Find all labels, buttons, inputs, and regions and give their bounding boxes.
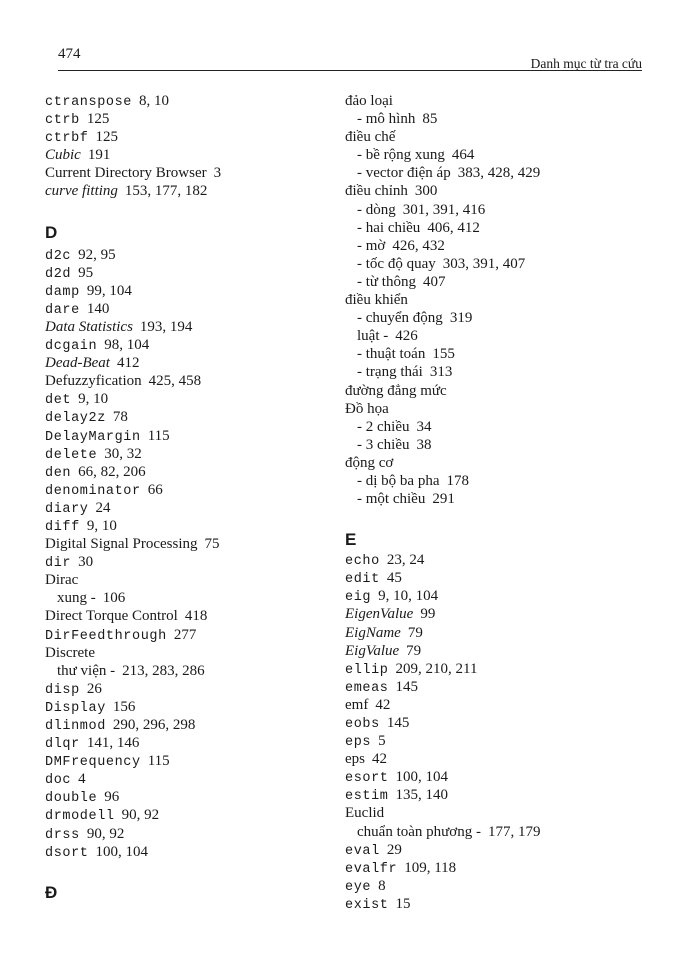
index-entry <box>45 770 315 788</box>
index-entry <box>45 390 315 408</box>
index-pages: 66 <box>147 481 163 498</box>
index-term: ctrb <box>45 113 80 129</box>
index-entry <box>45 463 315 481</box>
index-pages: 313 <box>429 364 453 381</box>
section-letter-d: D <box>45 222 58 242</box>
index-pages: 92, 95 <box>78 246 116 263</box>
index-term: eps <box>345 735 372 751</box>
index-entry <box>345 164 645 182</box>
index-term: drss <box>45 827 80 843</box>
index-term: Data Statistics <box>45 318 133 335</box>
index-term: xung - <box>57 590 96 607</box>
index-entry <box>345 418 645 436</box>
index-term: - bề rộng xung <box>357 147 445 164</box>
index-pages: 418 <box>184 608 208 625</box>
index-entry <box>45 182 315 200</box>
index-term: eps <box>345 751 365 768</box>
index-entry <box>45 607 315 625</box>
index-entry <box>345 732 645 750</box>
index-term: det <box>45 393 72 409</box>
index-pages: 155 <box>432 346 455 363</box>
index-pages: 464 <box>451 147 475 164</box>
index-term: ellip <box>345 662 389 678</box>
index-term: dsort <box>45 845 89 861</box>
index-entry <box>345 327 645 345</box>
index-entry <box>45 734 315 752</box>
index-pages: 191 <box>87 147 111 164</box>
index-pages: 23, 24 <box>386 552 425 569</box>
index-term: đường đẳng mức <box>345 382 447 399</box>
index-pages: 85 <box>422 111 438 128</box>
index-pages: 291 <box>432 491 455 508</box>
index-term: edit <box>345 572 380 588</box>
index-term: - trạng thái <box>357 364 423 381</box>
index-pages: 95 <box>78 264 94 281</box>
index-term: damp <box>45 284 80 300</box>
index-group-d <box>45 246 315 861</box>
index-term: eig <box>345 590 372 606</box>
index-entry <box>45 626 315 644</box>
index-term: - từ thông <box>357 273 416 290</box>
index-entry <box>45 427 315 445</box>
index-pages: 96 <box>104 789 120 806</box>
index-column-right <box>345 92 645 913</box>
index-pages: 141, 146 <box>86 735 140 752</box>
index-term: d2d <box>45 266 72 282</box>
index-entry <box>45 336 315 354</box>
index-entry <box>45 553 315 571</box>
index-pages: 301, 391, 416 <box>402 201 486 218</box>
index-entry <box>45 517 315 535</box>
index-entry <box>345 823 645 841</box>
index-term: dlqr <box>45 737 80 753</box>
index-pages: 303, 391, 407 <box>442 255 526 272</box>
index-entry <box>345 309 645 327</box>
index-pages: 9, 10, 104 <box>378 588 439 605</box>
index-entry <box>345 786 645 804</box>
index-entry <box>45 716 315 734</box>
index-entry <box>45 499 315 517</box>
index-entry <box>45 372 315 390</box>
index-pages: 99 <box>420 606 436 623</box>
index-pages: 125 <box>86 111 110 128</box>
index-term: estim <box>345 789 389 805</box>
index-pages: 140 <box>86 300 110 317</box>
index-group-c <box>45 92 315 201</box>
index-entry <box>345 714 645 732</box>
index-pages: 9, 10 <box>86 517 117 534</box>
index-entry <box>345 128 645 146</box>
index-group-e <box>345 551 645 913</box>
index-pages: 99, 104 <box>86 282 132 299</box>
index-term: ctranspose <box>45 95 133 110</box>
index-pages: 412 <box>116 355 140 372</box>
index-term: eobs <box>345 717 380 732</box>
index-pages: 300 <box>414 183 438 200</box>
index-entry <box>345 472 645 490</box>
index-pages: 407 <box>422 273 446 290</box>
index-entry <box>345 624 645 642</box>
index-entry <box>45 806 315 824</box>
index-entry <box>345 605 645 623</box>
index-entry <box>45 110 315 128</box>
index-pages: 115 <box>147 427 170 444</box>
index-entry <box>45 680 315 698</box>
index-entry <box>345 587 645 605</box>
index-entry <box>345 750 645 768</box>
index-pages: 5 <box>378 733 386 750</box>
index-entry <box>345 219 645 237</box>
index-pages: 3 <box>213 165 222 182</box>
index-pages: 125 <box>95 129 119 146</box>
index-term: - hai chiều <box>357 219 421 236</box>
index-entry <box>345 768 645 786</box>
index-term: diff <box>45 519 80 535</box>
index-pages: 178 <box>446 472 469 489</box>
index-entry <box>345 660 645 678</box>
index-pages: 145 <box>386 715 410 731</box>
index-column-left <box>45 92 315 902</box>
index-term: emeas <box>345 680 389 696</box>
index-term: exist <box>345 897 389 913</box>
index-pages: 30 <box>78 554 94 571</box>
index-entry <box>345 859 645 877</box>
index-term: Euclid <box>345 805 385 822</box>
index-term: DelayMargin <box>45 429 141 445</box>
index-pages: 100, 104 <box>95 843 149 860</box>
index-term: disp <box>45 682 80 698</box>
index-term: Discrete <box>45 644 95 661</box>
index-entry <box>45 92 315 110</box>
index-term: EigValue <box>345 642 400 659</box>
index-pages: 106 <box>102 590 126 607</box>
index-term: esort <box>345 771 389 787</box>
index-pages: 153, 177, 182 <box>124 183 208 200</box>
index-entry <box>345 696 645 714</box>
index-entry <box>45 445 315 463</box>
index-entry <box>45 408 315 426</box>
index-entry <box>345 841 645 859</box>
index-entry <box>45 300 315 318</box>
index-entry <box>45 128 315 146</box>
index-entry <box>345 345 645 363</box>
index-entry <box>345 551 645 569</box>
index-entry <box>345 255 645 273</box>
index-term: dir <box>45 556 72 572</box>
index-term: Dead-Beat <box>45 355 110 372</box>
index-entry <box>345 490 645 508</box>
index-term: diary <box>45 501 89 517</box>
index-entry <box>345 201 645 219</box>
index-term: - mô hình <box>357 111 416 128</box>
index-term: drmodell <box>45 809 115 825</box>
index-entry <box>45 282 315 300</box>
index-entry <box>45 662 315 680</box>
page-number: 474 <box>58 46 81 62</box>
index-pages: 90, 92 <box>86 825 125 842</box>
index-term: luật - <box>357 328 389 345</box>
index-pages: 98, 104 <box>104 337 150 354</box>
index-term: dlinmod <box>45 719 106 734</box>
index-entry <box>345 804 645 822</box>
index-entry <box>345 436 645 454</box>
index-pages: 66, 82, 206 <box>78 463 146 480</box>
index-pages: 277 <box>173 626 197 643</box>
index-term: đảo loại <box>345 93 393 109</box>
index-entry <box>345 642 645 660</box>
index-pages: 79 <box>406 642 422 659</box>
index-pages: 9, 10 <box>78 391 109 408</box>
index-term: delete <box>45 447 98 463</box>
index-term: Dirac <box>45 572 79 589</box>
index-entry <box>45 698 315 716</box>
index-term: - mờ <box>357 237 386 254</box>
index-entry <box>345 363 645 381</box>
index-entry <box>45 535 315 553</box>
index-pages: 425, 458 <box>148 373 202 390</box>
index-term: - một chiều <box>357 491 426 508</box>
index-term: eval <box>345 843 380 859</box>
index-term: eye <box>345 879 372 895</box>
index-pages: 42 <box>375 696 391 713</box>
index-term: - 2 chiều <box>357 418 410 435</box>
index-entry <box>45 589 315 607</box>
index-term: dare <box>45 302 80 318</box>
index-term: EigenValue <box>345 606 414 623</box>
index-entry <box>345 678 645 696</box>
index-entry <box>345 454 645 472</box>
index-entry <box>345 877 645 895</box>
index-pages: 78 <box>112 409 128 426</box>
index-entry <box>45 644 315 662</box>
index-term: emf <box>345 696 369 713</box>
running-title: Danh mục từ tra cứu <box>530 56 642 71</box>
index-pages: 426 <box>395 328 418 345</box>
index-pages: 209, 210, 211 <box>395 660 478 677</box>
index-pages: 8 <box>378 877 386 894</box>
index-term: điều khiển <box>345 292 408 309</box>
index-pages: 426, 432 <box>392 237 445 254</box>
index-pages: 193, 194 <box>139 318 193 335</box>
index-entry <box>345 110 645 128</box>
index-entry <box>345 569 645 587</box>
index-term: Current Directory Browser <box>45 165 207 182</box>
index-pages: 79 <box>407 624 423 641</box>
index-pages: 115 <box>147 753 170 770</box>
index-pages: 109, 118 <box>404 859 457 876</box>
index-term: delay2z <box>45 411 106 427</box>
index-pages: 75 <box>204 536 220 553</box>
index-pages: 24 <box>95 499 111 516</box>
index-term: Display <box>45 700 106 716</box>
index-term: double <box>45 791 98 807</box>
index-term: điều chế <box>345 129 396 146</box>
index-pages: 319 <box>449 310 473 327</box>
index-entry <box>45 318 315 336</box>
index-term: d2c <box>45 248 72 264</box>
index-entry <box>345 237 645 255</box>
index-pages: 383, 428, 429 <box>457 165 541 182</box>
index-entry <box>345 382 645 400</box>
index-entry <box>45 481 315 499</box>
index-pages: 290, 296, 298 <box>112 717 196 733</box>
index-term: DMFrequency <box>45 755 141 771</box>
index-pages: 30, 32 <box>104 445 142 462</box>
index-entry <box>345 273 645 291</box>
index-term: den <box>45 465 72 481</box>
index-entry <box>345 400 645 418</box>
section-letter-dd: Đ <box>45 882 58 902</box>
index-term: EigName <box>345 624 401 641</box>
index-entry <box>345 146 645 164</box>
index-entry <box>345 291 645 309</box>
index-entry <box>45 264 315 282</box>
index-term: denominator <box>45 483 141 499</box>
index-term: Direct Torque Control <box>45 608 178 625</box>
index-pages: 156 <box>112 698 136 715</box>
index-term: - 3 chiều <box>357 436 410 453</box>
index-term: Cubic <box>45 147 81 164</box>
index-entry <box>45 146 315 164</box>
index-entry <box>45 246 315 264</box>
index-pages: 213, 283, 286 <box>122 662 205 679</box>
index-entry <box>45 571 315 589</box>
index-entry <box>345 92 645 110</box>
index-pages: 42 <box>372 751 387 768</box>
index-entry <box>45 164 315 182</box>
index-pages: 29 <box>386 841 402 858</box>
index-entry <box>45 843 315 861</box>
index-pages: 45 <box>386 570 402 587</box>
index-term: Đồ họa <box>345 400 389 417</box>
index-term: Defuzzyfication <box>45 373 142 390</box>
index-term: ctrbf <box>45 131 89 147</box>
index-term: - tốc độ quay <box>357 255 436 272</box>
index-term: động cơ <box>345 454 394 471</box>
index-entry <box>45 752 315 770</box>
index-pages: 8, 10 <box>139 93 170 109</box>
index-term: DirFeedthrough <box>45 628 167 644</box>
index-pages: 38 <box>416 436 432 453</box>
index-pages: 4 <box>78 771 86 788</box>
index-entry <box>345 182 645 200</box>
index-term: evalfr <box>345 861 398 877</box>
index-entry <box>45 825 315 843</box>
index-term: dcgain <box>45 339 98 355</box>
section-letter-e: E <box>345 530 357 550</box>
index-pages: 100, 104 <box>395 769 449 786</box>
index-entry <box>45 788 315 806</box>
index-term: - dị bộ ba pha <box>357 472 440 489</box>
index-term: Digital Signal Processing <box>45 536 198 553</box>
index-pages: 135, 140 <box>395 787 449 804</box>
page-header <box>58 44 642 71</box>
index-pages: 90, 92 <box>121 807 160 824</box>
index-term: doc <box>45 773 72 789</box>
index-pages: 26 <box>86 680 102 697</box>
index-pages: 15 <box>395 895 411 912</box>
index-term: curve fitting <box>45 183 118 200</box>
index-term: - dòng <box>357 201 396 218</box>
index-term: chuẩn toàn phương - <box>357 823 481 840</box>
index-term: - thuật toán <box>357 346 426 363</box>
index-entry <box>345 895 645 913</box>
index-pages: 177, 179 <box>487 823 541 840</box>
index-term: echo <box>345 554 380 570</box>
index-pages: 34 <box>416 418 432 435</box>
index-term: - vector điện áp <box>357 165 451 182</box>
index-pages: 406, 412 <box>427 219 480 236</box>
index-term: điều chỉnh <box>345 183 408 200</box>
index-term: - chuyển động <box>357 310 443 327</box>
index-pages: 145 <box>395 678 419 695</box>
index-term: thư viện - <box>57 662 116 679</box>
index-entry <box>45 354 315 372</box>
index-group-dd <box>345 92 645 508</box>
